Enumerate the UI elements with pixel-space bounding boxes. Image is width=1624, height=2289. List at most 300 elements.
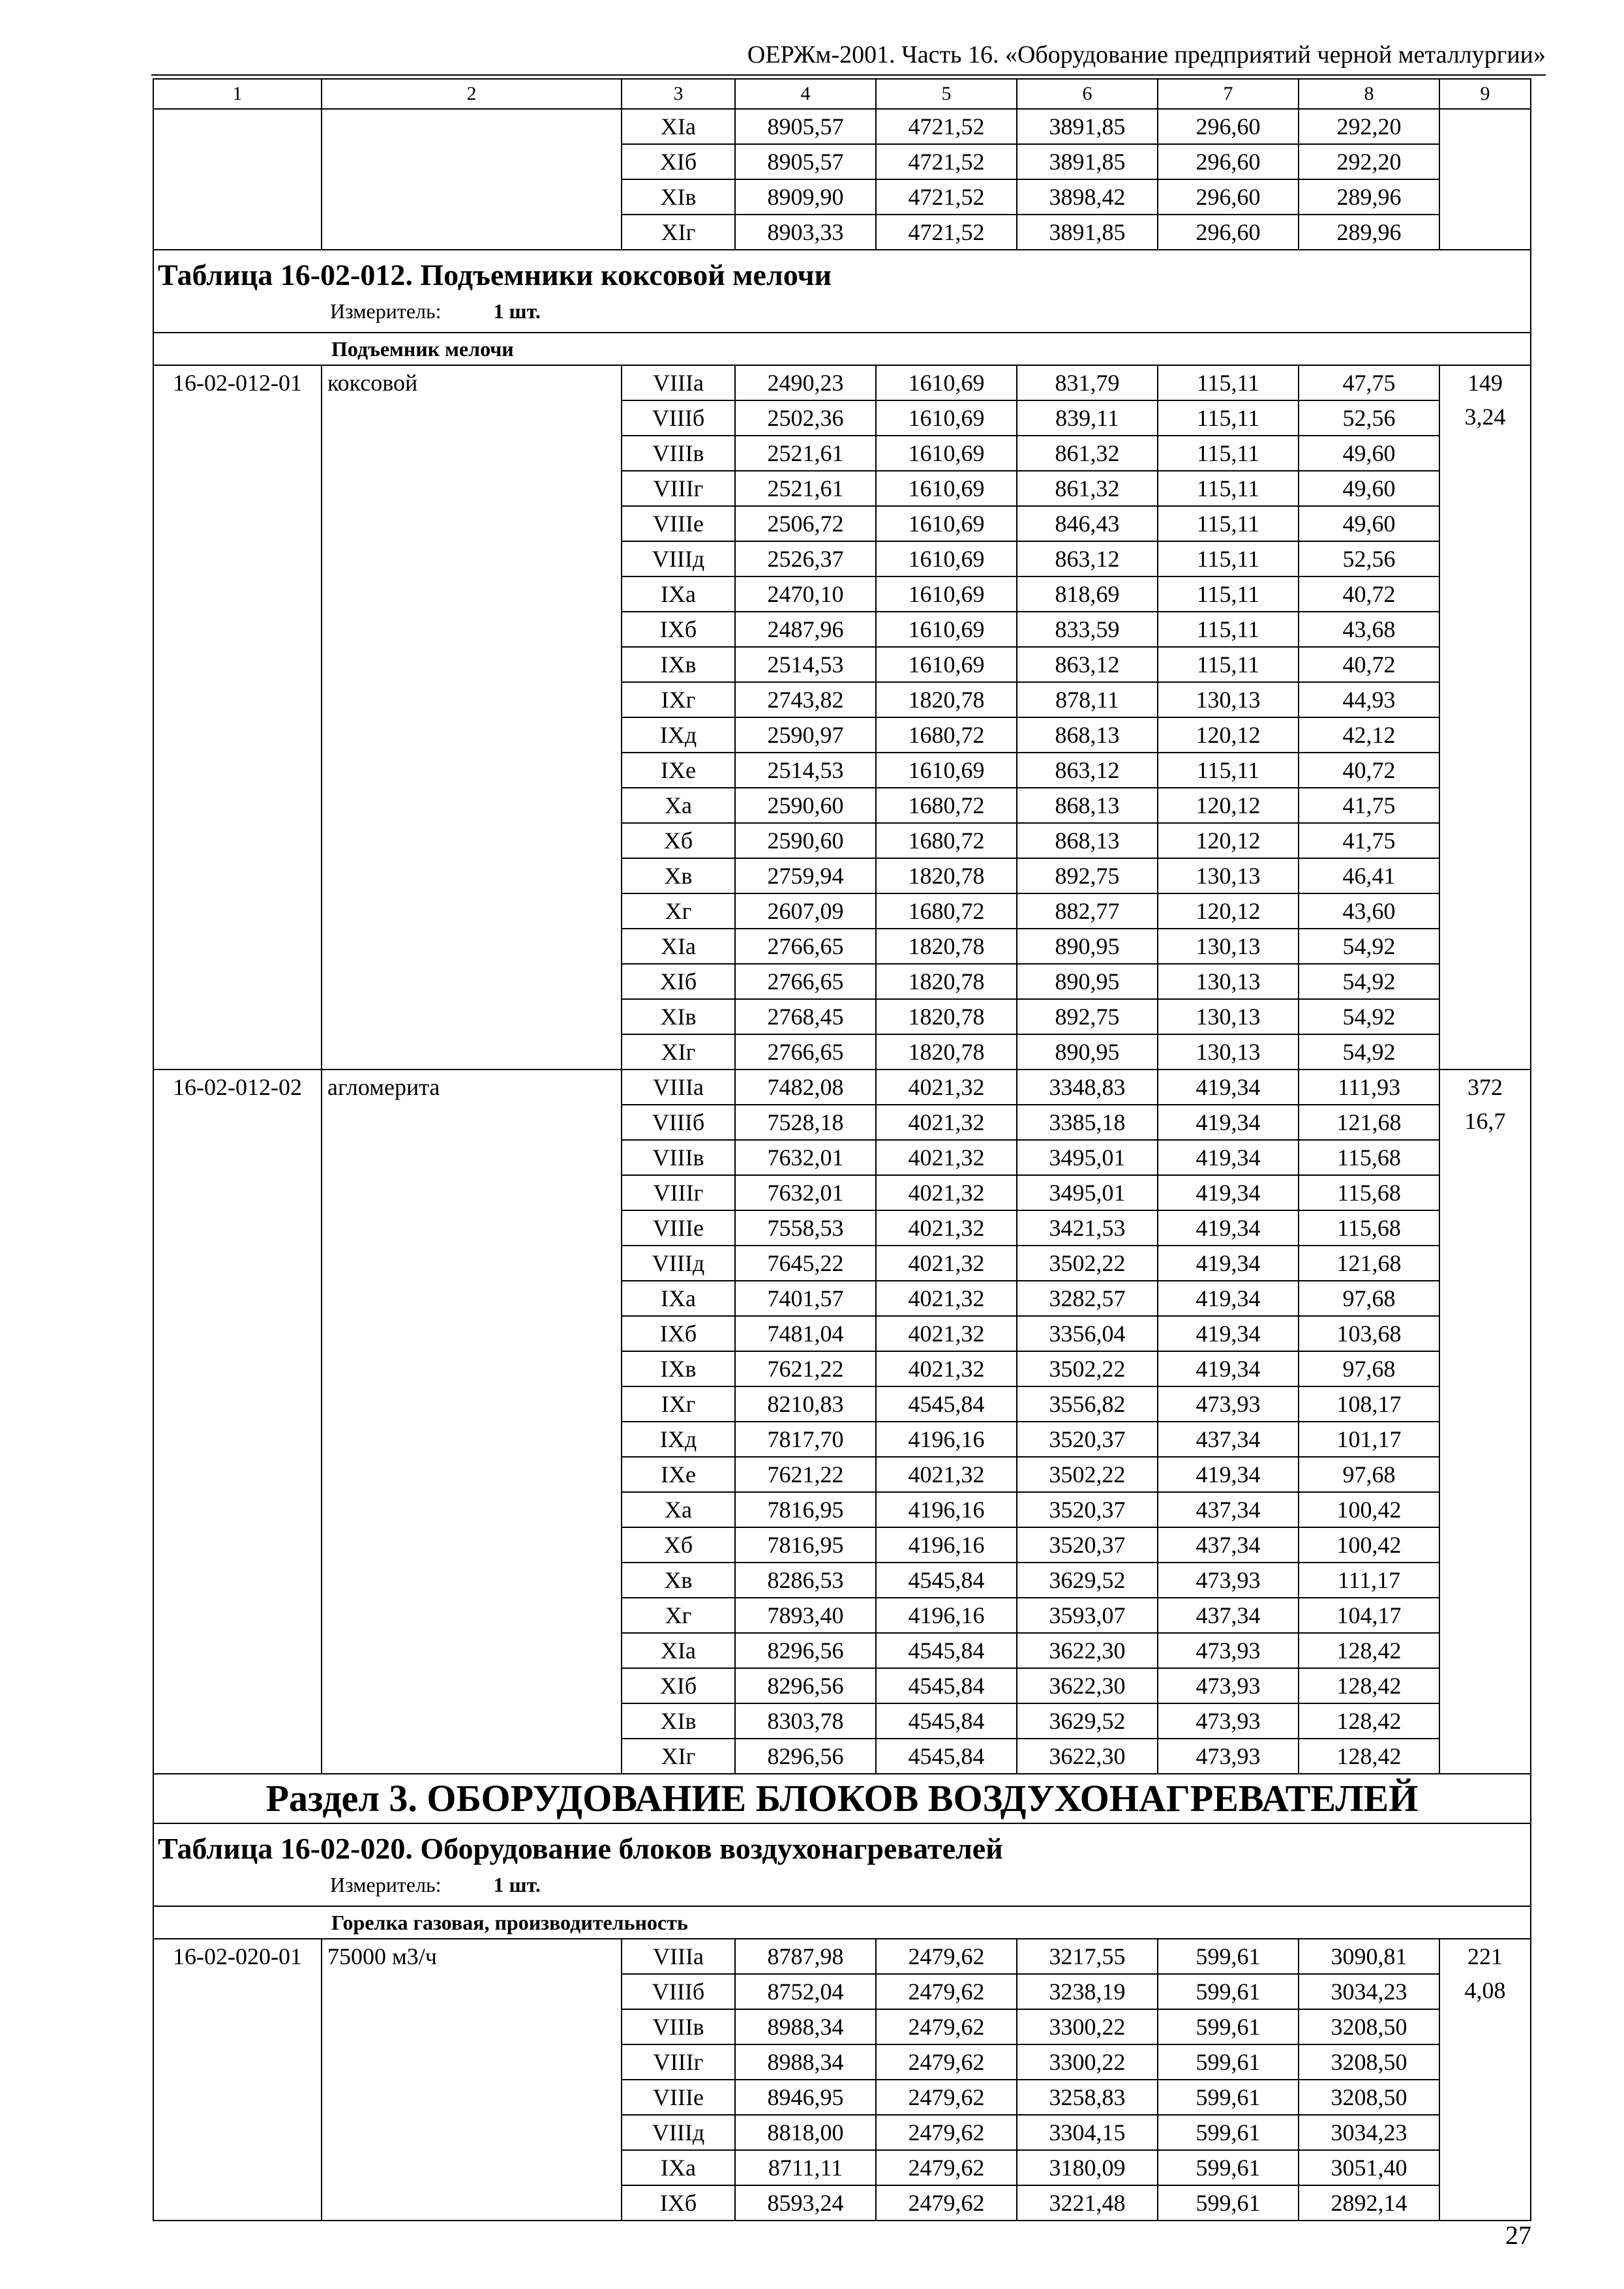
materials-cell: 40,72 [1299, 576, 1439, 612]
wages-cell: 4721,52 [876, 144, 1017, 179]
total-cost-cell: 2590,60 [735, 823, 876, 858]
total-cost-cell: 2514,53 [735, 647, 876, 682]
machines-cell: 892,75 [1017, 999, 1158, 1034]
materials-cell: 52,56 [1299, 541, 1439, 576]
unit-value: 149 [1467, 369, 1503, 396]
machines-cell: 3629,52 [1017, 1563, 1158, 1598]
total-cost-cell: 8711,11 [735, 2150, 876, 2185]
machinist-wages-cell: 419,34 [1158, 1351, 1299, 1386]
machinist-wages-cell: 419,34 [1158, 1140, 1299, 1175]
table-title: Таблица 16-02-012. Подъемники коксовой мелочи [158, 258, 832, 292]
machines-cell: 3520,37 [1017, 1492, 1158, 1527]
wages-cell: 2479,62 [876, 2044, 1017, 2080]
total-cost-cell: 7482,08 [735, 1070, 876, 1105]
materials-cell: 289,96 [1299, 215, 1439, 250]
zone-cell: IXд [622, 1422, 735, 1457]
total-cost-cell: 7816,95 [735, 1492, 876, 1527]
total-cost-cell: 8818,00 [735, 2115, 876, 2150]
materials-cell: 44,93 [1299, 682, 1439, 717]
wages-cell: 1820,78 [876, 929, 1017, 964]
wages-cell: 4721,52 [876, 179, 1017, 215]
machines-cell: 3221,48 [1017, 2185, 1158, 2221]
wages-cell: 1680,72 [876, 893, 1017, 929]
machinist-wages-cell: 419,34 [1158, 1457, 1299, 1492]
zone-cell: Xб [622, 823, 735, 858]
machinist-wages-cell: 130,13 [1158, 964, 1299, 999]
zone-cell: IXв [622, 1351, 735, 1386]
materials-cell: 54,92 [1299, 929, 1439, 964]
machinist-wages-cell: 437,34 [1158, 1598, 1299, 1633]
machines-cell: 3556,82 [1017, 1386, 1158, 1422]
materials-cell: 40,72 [1299, 753, 1439, 788]
machinist-wages-cell: 130,13 [1158, 858, 1299, 893]
wages-cell: 1820,78 [876, 682, 1017, 717]
materials-cell: 292,20 [1299, 144, 1439, 179]
zone-cell: XIв [622, 179, 735, 215]
machines-cell: 3502,22 [1017, 1351, 1158, 1386]
zone-cell: VIIIа [622, 365, 735, 400]
zone-cell: Xв [622, 1563, 735, 1598]
materials-cell: 3034,23 [1299, 2115, 1439, 2150]
zone-cell: VIIIг [622, 2044, 735, 2080]
machines-cell: 3348,83 [1017, 1070, 1158, 1105]
machines-cell: 868,13 [1017, 717, 1158, 753]
materials-cell: 104,17 [1299, 1598, 1439, 1633]
materials-cell: 46,41 [1299, 858, 1439, 893]
materials-cell: 52,56 [1299, 400, 1439, 436]
machinist-wages-cell: 130,13 [1158, 1034, 1299, 1070]
total-cost-cell: 8787,98 [735, 1939, 876, 1974]
wages-cell: 1610,69 [876, 541, 1017, 576]
machinist-wages-cell: 296,60 [1158, 215, 1299, 250]
machinist-wages-cell: 419,34 [1158, 1281, 1299, 1316]
zone-cell: VIIIд [622, 2115, 735, 2150]
materials-cell: 54,92 [1299, 1034, 1439, 1070]
item-code [153, 109, 322, 250]
wages-cell: 1680,72 [876, 788, 1017, 823]
total-cost-cell: 7893,40 [735, 1598, 876, 1633]
zone-cell: IXб [622, 612, 735, 647]
zone-cell: VIIIа [622, 1070, 735, 1105]
machines-cell: 863,12 [1017, 541, 1158, 576]
wages-cell: 4021,32 [876, 1105, 1017, 1140]
item-code: 16-02-012-02 [153, 1070, 322, 1774]
machinist-wages-cell: 115,11 [1158, 365, 1299, 400]
machinist-wages-cell: 115,11 [1158, 647, 1299, 682]
machinist-wages-cell: 419,34 [1158, 1175, 1299, 1210]
materials-cell: 42,12 [1299, 717, 1439, 753]
machinist-wages-cell: 473,93 [1158, 1633, 1299, 1668]
total-cost-cell: 7632,01 [735, 1175, 876, 1210]
machines-cell: 3520,37 [1017, 1422, 1158, 1457]
machines-cell: 3622,30 [1017, 1633, 1158, 1668]
machines-cell: 831,79 [1017, 365, 1158, 400]
materials-cell: 47,75 [1299, 365, 1439, 400]
materials-cell: 121,68 [1299, 1246, 1439, 1281]
wages-cell: 1610,69 [876, 506, 1017, 541]
materials-cell: 54,92 [1299, 964, 1439, 999]
unit-value: 372 [1467, 1073, 1503, 1100]
materials-cell: 115,68 [1299, 1140, 1439, 1175]
machinist-wages-cell: 599,61 [1158, 2115, 1299, 2150]
total-cost-cell: 2766,65 [735, 1034, 876, 1070]
machines-cell: 3385,18 [1017, 1105, 1158, 1140]
machines-cell: 3891,85 [1017, 109, 1158, 144]
materials-cell: 54,92 [1299, 999, 1439, 1034]
total-cost-cell: 2502,36 [735, 400, 876, 436]
zone-cell: XIа [622, 929, 735, 964]
materials-cell: 41,75 [1299, 788, 1439, 823]
materials-cell: 121,68 [1299, 1105, 1439, 1140]
wages-cell: 4545,84 [876, 1633, 1017, 1668]
item-name: агломерита [322, 1070, 622, 1774]
table-measure [158, 298, 1526, 325]
total-cost-cell: 2470,10 [735, 576, 876, 612]
zone-cell: IXд [622, 717, 735, 753]
machinist-wages-cell: 296,60 [1158, 179, 1299, 215]
materials-cell: 97,68 [1299, 1457, 1439, 1492]
machinist-wages-cell: 120,12 [1158, 788, 1299, 823]
item-code: 16-02-012-01 [153, 365, 322, 1070]
zone-cell: IXа [622, 2150, 735, 2185]
wages-cell: 4721,52 [876, 109, 1017, 144]
machines-cell: 3502,22 [1017, 1246, 1158, 1281]
materials-cell: 97,68 [1299, 1351, 1439, 1386]
total-cost-cell: 8752,04 [735, 1974, 876, 2009]
zone-cell: IXг [622, 1386, 735, 1422]
wages-cell: 1610,69 [876, 647, 1017, 682]
machinist-wages-cell: 115,11 [1158, 576, 1299, 612]
wages-cell: 4021,32 [876, 1070, 1017, 1105]
machinist-wages-cell: 130,13 [1158, 682, 1299, 717]
machinist-wages-cell: 599,61 [1158, 2009, 1299, 2044]
total-cost-cell: 7558,53 [735, 1210, 876, 1246]
measure-label: Измеритель: [330, 1872, 442, 1896]
unit-value: 221 [1467, 1943, 1503, 1969]
measure-label: Измеритель: [330, 299, 442, 323]
table-row [153, 365, 1531, 400]
wages-cell: 1820,78 [876, 999, 1017, 1034]
group-row [153, 333, 1531, 365]
total-cost-cell: 7816,95 [735, 1527, 876, 1563]
machines-cell: 3300,22 [1017, 2044, 1158, 2080]
measure-value: 1 шт. [493, 299, 541, 323]
zone-cell: VIIIв [622, 1140, 735, 1175]
machines-cell: 3629,52 [1017, 1703, 1158, 1739]
item-name: коксовой [322, 365, 622, 1070]
unit-cell [1439, 109, 1531, 250]
zone-cell: XIг [622, 1034, 735, 1070]
zone-cell: Xг [622, 893, 735, 929]
wages-cell: 4545,84 [876, 1563, 1017, 1598]
machinist-wages-cell: 473,93 [1158, 1739, 1299, 1774]
total-cost-cell: 8593,24 [735, 2185, 876, 2221]
total-cost-cell: 2521,61 [735, 436, 876, 471]
materials-cell: 3090,81 [1299, 1939, 1439, 1974]
wages-cell: 4545,84 [876, 1668, 1017, 1703]
table-row [153, 1939, 1531, 1974]
machines-cell: 3356,04 [1017, 1316, 1158, 1351]
header-rule [151, 74, 1546, 76]
zone-cell: VIIIв [622, 2009, 735, 2044]
page-number: 27 [1505, 2221, 1531, 2250]
materials-cell: 100,42 [1299, 1492, 1439, 1527]
machinist-wages-cell: 419,34 [1158, 1316, 1299, 1351]
zone-cell: Xг [622, 1598, 735, 1633]
machinist-wages-cell: 599,61 [1158, 2150, 1299, 2185]
zone-cell: IXб [622, 2185, 735, 2221]
machines-cell: 3891,85 [1017, 215, 1158, 250]
table-measure [158, 1872, 1526, 1899]
wages-cell: 2479,62 [876, 1939, 1017, 1974]
machinist-wages-cell: 419,34 [1158, 1070, 1299, 1105]
machines-cell: 3891,85 [1017, 144, 1158, 179]
wages-cell: 4021,32 [876, 1351, 1017, 1386]
total-cost-cell: 7621,22 [735, 1457, 876, 1492]
wages-cell: 2479,62 [876, 2185, 1017, 2221]
unit-cell [1439, 1070, 1531, 1774]
item-name [322, 109, 622, 250]
wages-cell: 2479,62 [876, 2080, 1017, 2115]
column-header: 7 [1158, 79, 1299, 109]
total-cost-cell: 8296,56 [735, 1668, 876, 1703]
total-cost-cell: 8296,56 [735, 1739, 876, 1774]
machines-cell: 3495,01 [1017, 1175, 1158, 1210]
wages-cell: 2479,62 [876, 2009, 1017, 2044]
machinist-wages-cell: 473,93 [1158, 1703, 1299, 1739]
materials-cell: 49,60 [1299, 471, 1439, 506]
machinist-wages-cell: 599,61 [1158, 1939, 1299, 1974]
machinist-wages-cell: 419,34 [1158, 1105, 1299, 1140]
section-title: Раздел 3. ОБОРУДОВАНИЕ БЛОКОВ ВОЗДУХОНАГРЕВАТЕЛЕЙ [153, 1774, 1531, 1823]
total-cost-cell: 7817,70 [735, 1422, 876, 1457]
wages-cell: 1820,78 [876, 1034, 1017, 1070]
zone-cell: XIб [622, 144, 735, 179]
machines-cell: 861,32 [1017, 471, 1158, 506]
wages-cell: 1610,69 [876, 753, 1017, 788]
unit-cell [1439, 365, 1531, 1070]
zone-cell: Xв [622, 858, 735, 893]
machinist-wages-cell: 115,11 [1158, 506, 1299, 541]
wages-cell: 4196,16 [876, 1527, 1017, 1563]
total-cost-cell: 8210,83 [735, 1386, 876, 1422]
machines-cell: 3304,15 [1017, 2115, 1158, 2150]
machinist-wages-cell: 599,61 [1158, 2044, 1299, 2080]
wages-cell: 2479,62 [876, 2150, 1017, 2185]
machinist-wages-cell: 419,34 [1158, 1210, 1299, 1246]
total-cost-cell: 2521,61 [735, 471, 876, 506]
zone-cell: IXг [622, 682, 735, 717]
materials-cell: 289,96 [1299, 179, 1439, 215]
machines-cell: 863,12 [1017, 753, 1158, 788]
total-cost-cell: 2590,97 [735, 717, 876, 753]
machinist-wages-cell: 296,60 [1158, 109, 1299, 144]
zone-cell: VIIIг [622, 471, 735, 506]
materials-cell: 43,68 [1299, 612, 1439, 647]
machines-cell: 839,11 [1017, 400, 1158, 436]
unit-value: 4,08 [1464, 1977, 1506, 2003]
materials-cell: 128,42 [1299, 1739, 1439, 1774]
table-title: Таблица 16-02-020. Оборудование блоков воздухонагревателей [158, 1831, 1003, 1865]
machinist-wages-cell: 115,11 [1158, 436, 1299, 471]
zone-cell: VIIIб [622, 1974, 735, 2009]
machinist-wages-cell: 120,12 [1158, 893, 1299, 929]
materials-cell: 3208,50 [1299, 2080, 1439, 2115]
zone-cell: XIв [622, 1703, 735, 1739]
zone-cell: VIIIе [622, 2080, 735, 2115]
materials-cell: 100,42 [1299, 1527, 1439, 1563]
machinist-wages-cell: 437,34 [1158, 1527, 1299, 1563]
total-cost-cell: 8286,53 [735, 1563, 876, 1598]
total-cost-cell: 8296,56 [735, 1633, 876, 1668]
machines-cell: 890,95 [1017, 964, 1158, 999]
total-cost-cell: 2607,09 [735, 893, 876, 929]
materials-cell: 115,68 [1299, 1210, 1439, 1246]
measure-value: 1 шт. [493, 1872, 541, 1896]
zone-cell: VIIIе [622, 1210, 735, 1246]
machines-cell: 3180,09 [1017, 2150, 1158, 2185]
machines-cell: 3502,22 [1017, 1457, 1158, 1492]
total-cost-cell: 2768,45 [735, 999, 876, 1034]
machinist-wages-cell: 437,34 [1158, 1492, 1299, 1527]
total-cost-cell: 2590,60 [735, 788, 876, 823]
zone-cell: Xб [622, 1527, 735, 1563]
column-header: 4 [735, 79, 876, 109]
total-cost-cell: 2759,94 [735, 858, 876, 893]
machines-cell: 3217,55 [1017, 1939, 1158, 1974]
total-cost-cell: 7528,18 [735, 1105, 876, 1140]
machines-cell: 3622,30 [1017, 1739, 1158, 1774]
materials-cell: 3051,40 [1299, 2150, 1439, 2185]
total-cost-cell: 2514,53 [735, 753, 876, 788]
total-cost-cell: 8946,95 [735, 2080, 876, 2115]
zone-cell: IXе [622, 1457, 735, 1492]
total-cost-cell: 7401,57 [735, 1281, 876, 1316]
machinist-wages-cell: 120,12 [1158, 823, 1299, 858]
zone-cell: VIIIа [622, 1939, 735, 1974]
wages-cell: 4021,32 [876, 1281, 1017, 1316]
materials-cell: 111,17 [1299, 1563, 1439, 1598]
machines-cell: 890,95 [1017, 1034, 1158, 1070]
zone-cell: VIIIе [622, 506, 735, 541]
total-cost-cell: 2506,72 [735, 506, 876, 541]
total-cost-cell: 8909,90 [735, 179, 876, 215]
machines-cell: 3593,07 [1017, 1598, 1158, 1633]
machinist-wages-cell: 115,11 [1158, 612, 1299, 647]
wages-cell: 4196,16 [876, 1598, 1017, 1633]
wages-cell: 1610,69 [876, 612, 1017, 647]
section-row [153, 1774, 1531, 1823]
zone-cell: XIг [622, 1739, 735, 1774]
wages-cell: 4021,32 [876, 1140, 1017, 1175]
table-row [153, 1070, 1531, 1105]
materials-cell: 40,72 [1299, 647, 1439, 682]
column-header: 8 [1299, 79, 1439, 109]
zone-cell: VIIIг [622, 1175, 735, 1210]
machinist-wages-cell: 599,61 [1158, 2080, 1299, 2115]
machinist-wages-cell: 296,60 [1158, 144, 1299, 179]
column-header: 5 [876, 79, 1017, 109]
materials-cell: 108,17 [1299, 1386, 1439, 1422]
materials-cell: 128,42 [1299, 1633, 1439, 1668]
wages-cell: 4196,16 [876, 1492, 1017, 1527]
machinist-wages-cell: 473,93 [1158, 1668, 1299, 1703]
materials-cell: 128,42 [1299, 1668, 1439, 1703]
total-cost-cell: 2766,65 [735, 929, 876, 964]
machines-cell: 890,95 [1017, 929, 1158, 964]
column-header: 3 [622, 79, 735, 109]
zone-cell: IXе [622, 753, 735, 788]
item-name: 75000 м3/ч [322, 1939, 622, 2221]
item-code: 16-02-020-01 [153, 1939, 322, 2221]
machines-cell: 3282,57 [1017, 1281, 1158, 1316]
table-heading-row [153, 1823, 1531, 1906]
table-row [153, 109, 1531, 144]
zone-cell: Xа [622, 788, 735, 823]
total-cost-cell: 8905,57 [735, 109, 876, 144]
zone-cell: VIIIб [622, 400, 735, 436]
machines-cell: 3258,83 [1017, 2080, 1158, 2115]
materials-cell: 97,68 [1299, 1281, 1439, 1316]
column-header: 9 [1439, 79, 1531, 109]
running-header: ОЕРЖм-2001. Часть 16. «Оборудование предприятий черной металлургии» [747, 41, 1546, 68]
machines-cell: 861,32 [1017, 436, 1158, 471]
machinist-wages-cell: 419,34 [1158, 1246, 1299, 1281]
zone-cell: IXа [622, 576, 735, 612]
machinist-wages-cell: 120,12 [1158, 717, 1299, 753]
zone-cell: XIб [622, 1668, 735, 1703]
wages-cell: 2479,62 [876, 2115, 1017, 2150]
zone-cell: XIа [622, 109, 735, 144]
machines-cell: 892,75 [1017, 858, 1158, 893]
zone-cell: VIIIд [622, 1246, 735, 1281]
table-heading-row [153, 250, 1531, 333]
wages-cell: 4545,84 [876, 1386, 1017, 1422]
column-header: 2 [322, 79, 622, 109]
machinist-wages-cell: 130,13 [1158, 999, 1299, 1034]
machinist-wages-cell: 599,61 [1158, 1974, 1299, 2009]
total-cost-cell: 7621,22 [735, 1351, 876, 1386]
wages-cell: 4545,84 [876, 1703, 1017, 1739]
wages-cell: 4721,52 [876, 215, 1017, 250]
wages-cell: 1680,72 [876, 823, 1017, 858]
machines-cell: 3622,30 [1017, 1668, 1158, 1703]
total-cost-cell: 2490,23 [735, 365, 876, 400]
machinist-wages-cell: 115,11 [1158, 753, 1299, 788]
wages-cell: 4021,32 [876, 1457, 1017, 1492]
materials-cell: 111,93 [1299, 1070, 1439, 1105]
wages-cell: 1610,69 [876, 436, 1017, 471]
unit-value: 16,7 [1464, 1107, 1506, 1134]
materials-cell: 3034,23 [1299, 1974, 1439, 2009]
machines-cell: 3421,53 [1017, 1210, 1158, 1246]
wages-cell: 4545,84 [876, 1739, 1017, 1774]
machines-cell: 863,12 [1017, 647, 1158, 682]
machines-cell: 868,13 [1017, 823, 1158, 858]
wages-cell: 4021,32 [876, 1175, 1017, 1210]
zone-cell: VIIIб [622, 1105, 735, 1140]
total-cost-cell: 2487,96 [735, 612, 876, 647]
zone-cell: IXб [622, 1316, 735, 1351]
zone-cell: XIг [622, 215, 735, 250]
total-cost-cell: 2526,37 [735, 541, 876, 576]
machines-cell: 882,77 [1017, 893, 1158, 929]
column-header: 1 [153, 79, 322, 109]
total-cost-cell: 8903,33 [735, 215, 876, 250]
unit-cell [1439, 1939, 1531, 2221]
machinist-wages-cell: 115,11 [1158, 400, 1299, 436]
wages-cell: 1680,72 [876, 717, 1017, 753]
